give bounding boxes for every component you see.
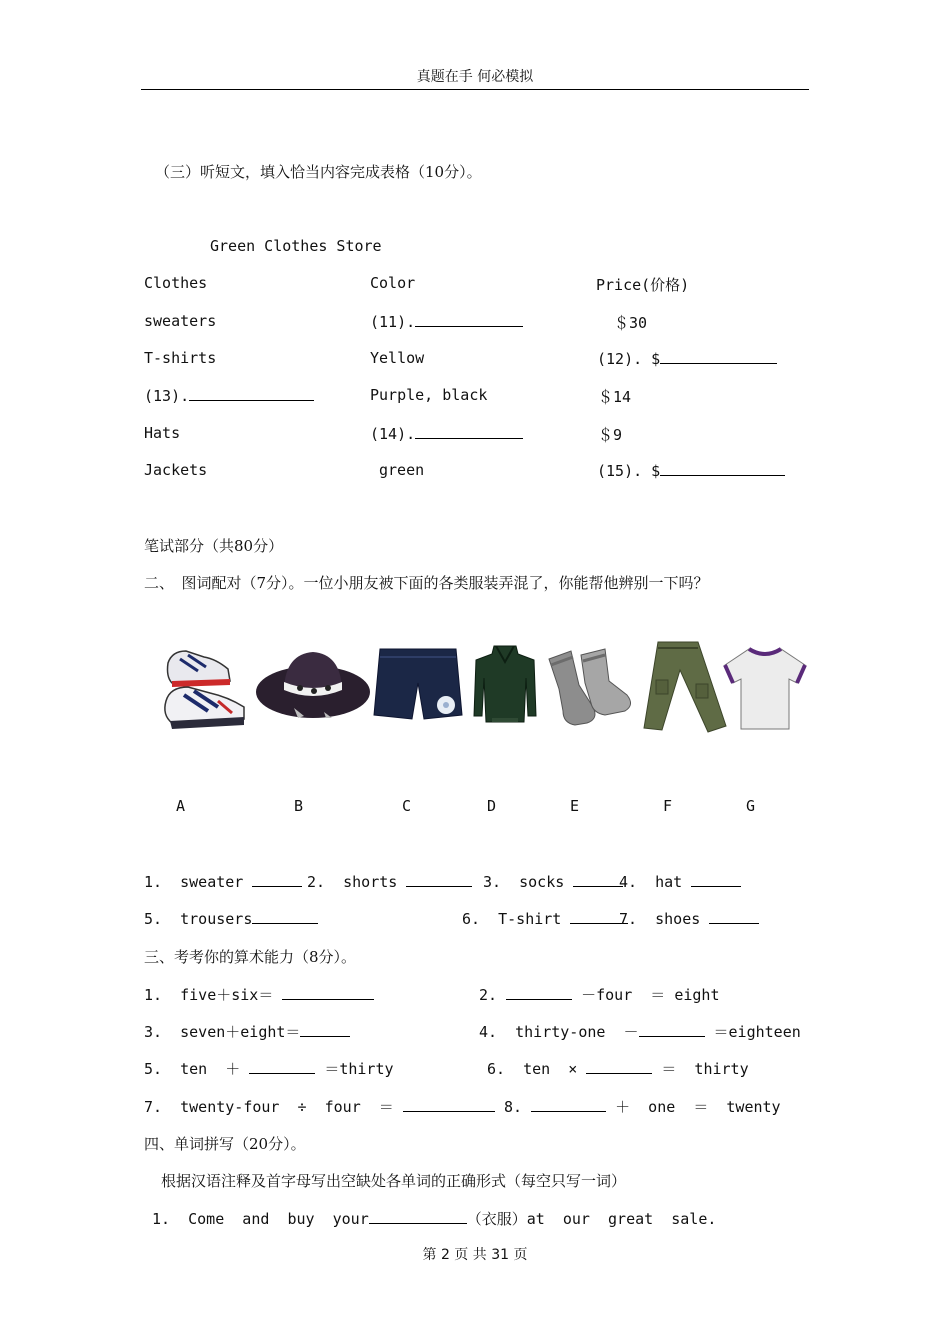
math-item-8: 8. ＋ one ＝ twenty	[504, 1098, 781, 1116]
row5-price: (15). $	[597, 461, 785, 480]
row3-price: ＄14	[598, 388, 632, 406]
matching-item-3: 3. socks	[483, 872, 623, 891]
answer-blank-14[interactable]	[415, 424, 523, 439]
col-header-price: Price(价格)	[596, 276, 690, 294]
page-header: 真题在手 何必模拟	[416, 69, 534, 85]
math-blank-6[interactable]	[586, 1059, 652, 1074]
section-heading-spelling: 四、单词拼写（20分）。	[144, 1135, 306, 1153]
matching-item-7: 7. shoes	[619, 909, 759, 928]
spelling-question-1: 1. Come and buy your （衣服）at our great sale.	[152, 1210, 717, 1228]
matching-item-5: 5. trousers	[144, 909, 318, 928]
answer-blank-15[interactable]	[660, 461, 785, 476]
row2-clothes: T-shirts	[144, 349, 217, 367]
row4-color: (14).	[370, 424, 523, 443]
row3-color: Purple, black	[370, 386, 488, 404]
section-heading-matching: 二、 图词配对（7分）。一位小朋友被下面的各类服装弄混了，你能帮他辨别一下吗？	[144, 574, 709, 592]
math-item-7: 7. twenty-four ÷ four ＝	[144, 1096, 495, 1117]
picture-label-a: A	[176, 797, 186, 815]
math-item-5: 5. ten ＋ ＝thirty	[144, 1060, 394, 1078]
matching-item-6: 6. T-shirt	[462, 909, 628, 928]
spelling-instruction: 根据汉语注释及首字母写出空缺处各单词的正确形式（每空只写一词）	[161, 1172, 627, 1190]
socks-icon	[545, 645, 635, 735]
picture-label-f: F	[663, 797, 673, 815]
section-heading-math: 三、考考你的算术能力（8分）。	[144, 948, 357, 966]
math-blank-8[interactable]	[531, 1097, 606, 1112]
shorts-icon	[372, 647, 464, 722]
math-blank-3[interactable]	[300, 1022, 350, 1037]
matching-blank-4[interactable]	[691, 872, 741, 887]
hat-icon	[254, 646, 372, 722]
answer-blank-13[interactable]	[189, 386, 314, 401]
sweater-icon	[472, 642, 538, 726]
row4-price: ＄9	[598, 426, 623, 444]
row1-color: (11).	[370, 312, 523, 331]
spelling-blank-1[interactable]	[369, 1209, 467, 1224]
matching-item-1: 1. sweater	[144, 872, 302, 891]
store-name: Green Clothes Store	[210, 237, 382, 255]
tshirt-icon	[723, 645, 807, 731]
math-blank-1[interactable]	[282, 985, 374, 1000]
math-item-2: 2. －four ＝ eight	[479, 986, 720, 1004]
math-blank-4[interactable]	[639, 1022, 705, 1037]
written-part-heading: 笔试部分（共80分）	[144, 537, 284, 555]
trousers-icon	[636, 640, 730, 734]
row3-clothes: (13).	[144, 386, 314, 405]
row2-color: Yellow	[370, 349, 425, 367]
matching-blank-3[interactable]	[573, 872, 623, 887]
math-item-1: 1. five＋six＝	[144, 984, 374, 1005]
picture-label-b: B	[294, 797, 304, 815]
math-item-3: 3. seven＋eight＝	[144, 1021, 350, 1042]
header-rule	[141, 89, 809, 90]
matching-blank-7[interactable]	[709, 909, 759, 924]
answer-blank-11[interactable]	[415, 312, 523, 327]
math-item-4: 4. thirty-one － ＝eighteen	[479, 1023, 801, 1041]
math-blank-5[interactable]	[249, 1059, 315, 1074]
sneakers-icon	[158, 643, 250, 735]
matching-blank-2[interactable]	[406, 872, 472, 887]
page-footer: 第 2 页 共 31 页	[422, 1247, 528, 1263]
answer-blank-12[interactable]	[660, 349, 777, 364]
section-heading-listening: （三）听短文，填入恰当内容完成表格（10分）。	[155, 163, 482, 181]
row1-price: ＄30	[614, 314, 648, 332]
matching-item-4: 4. hat	[619, 872, 741, 891]
math-blank-7[interactable]	[403, 1097, 495, 1112]
row5-color: green	[379, 461, 425, 479]
picture-label-g: G	[746, 797, 756, 815]
math-item-6: 6. ten × ＝ thirty	[487, 1060, 749, 1078]
col-header-color: Color	[370, 274, 416, 292]
matching-blank-5[interactable]	[252, 909, 318, 924]
row4-clothes: Hats	[144, 424, 181, 442]
picture-label-d: D	[487, 797, 497, 815]
picture-label-c: C	[402, 797, 412, 815]
col-header-clothes: Clothes	[144, 274, 208, 292]
matching-item-2: 2. shorts	[307, 872, 472, 891]
matching-blank-1[interactable]	[252, 872, 302, 887]
picture-label-e: E	[570, 797, 580, 815]
row2-price: (12). $	[597, 349, 777, 368]
row1-clothes: sweaters	[144, 312, 217, 330]
math-blank-2[interactable]	[506, 985, 572, 1000]
row5-clothes: Jackets	[144, 461, 208, 479]
